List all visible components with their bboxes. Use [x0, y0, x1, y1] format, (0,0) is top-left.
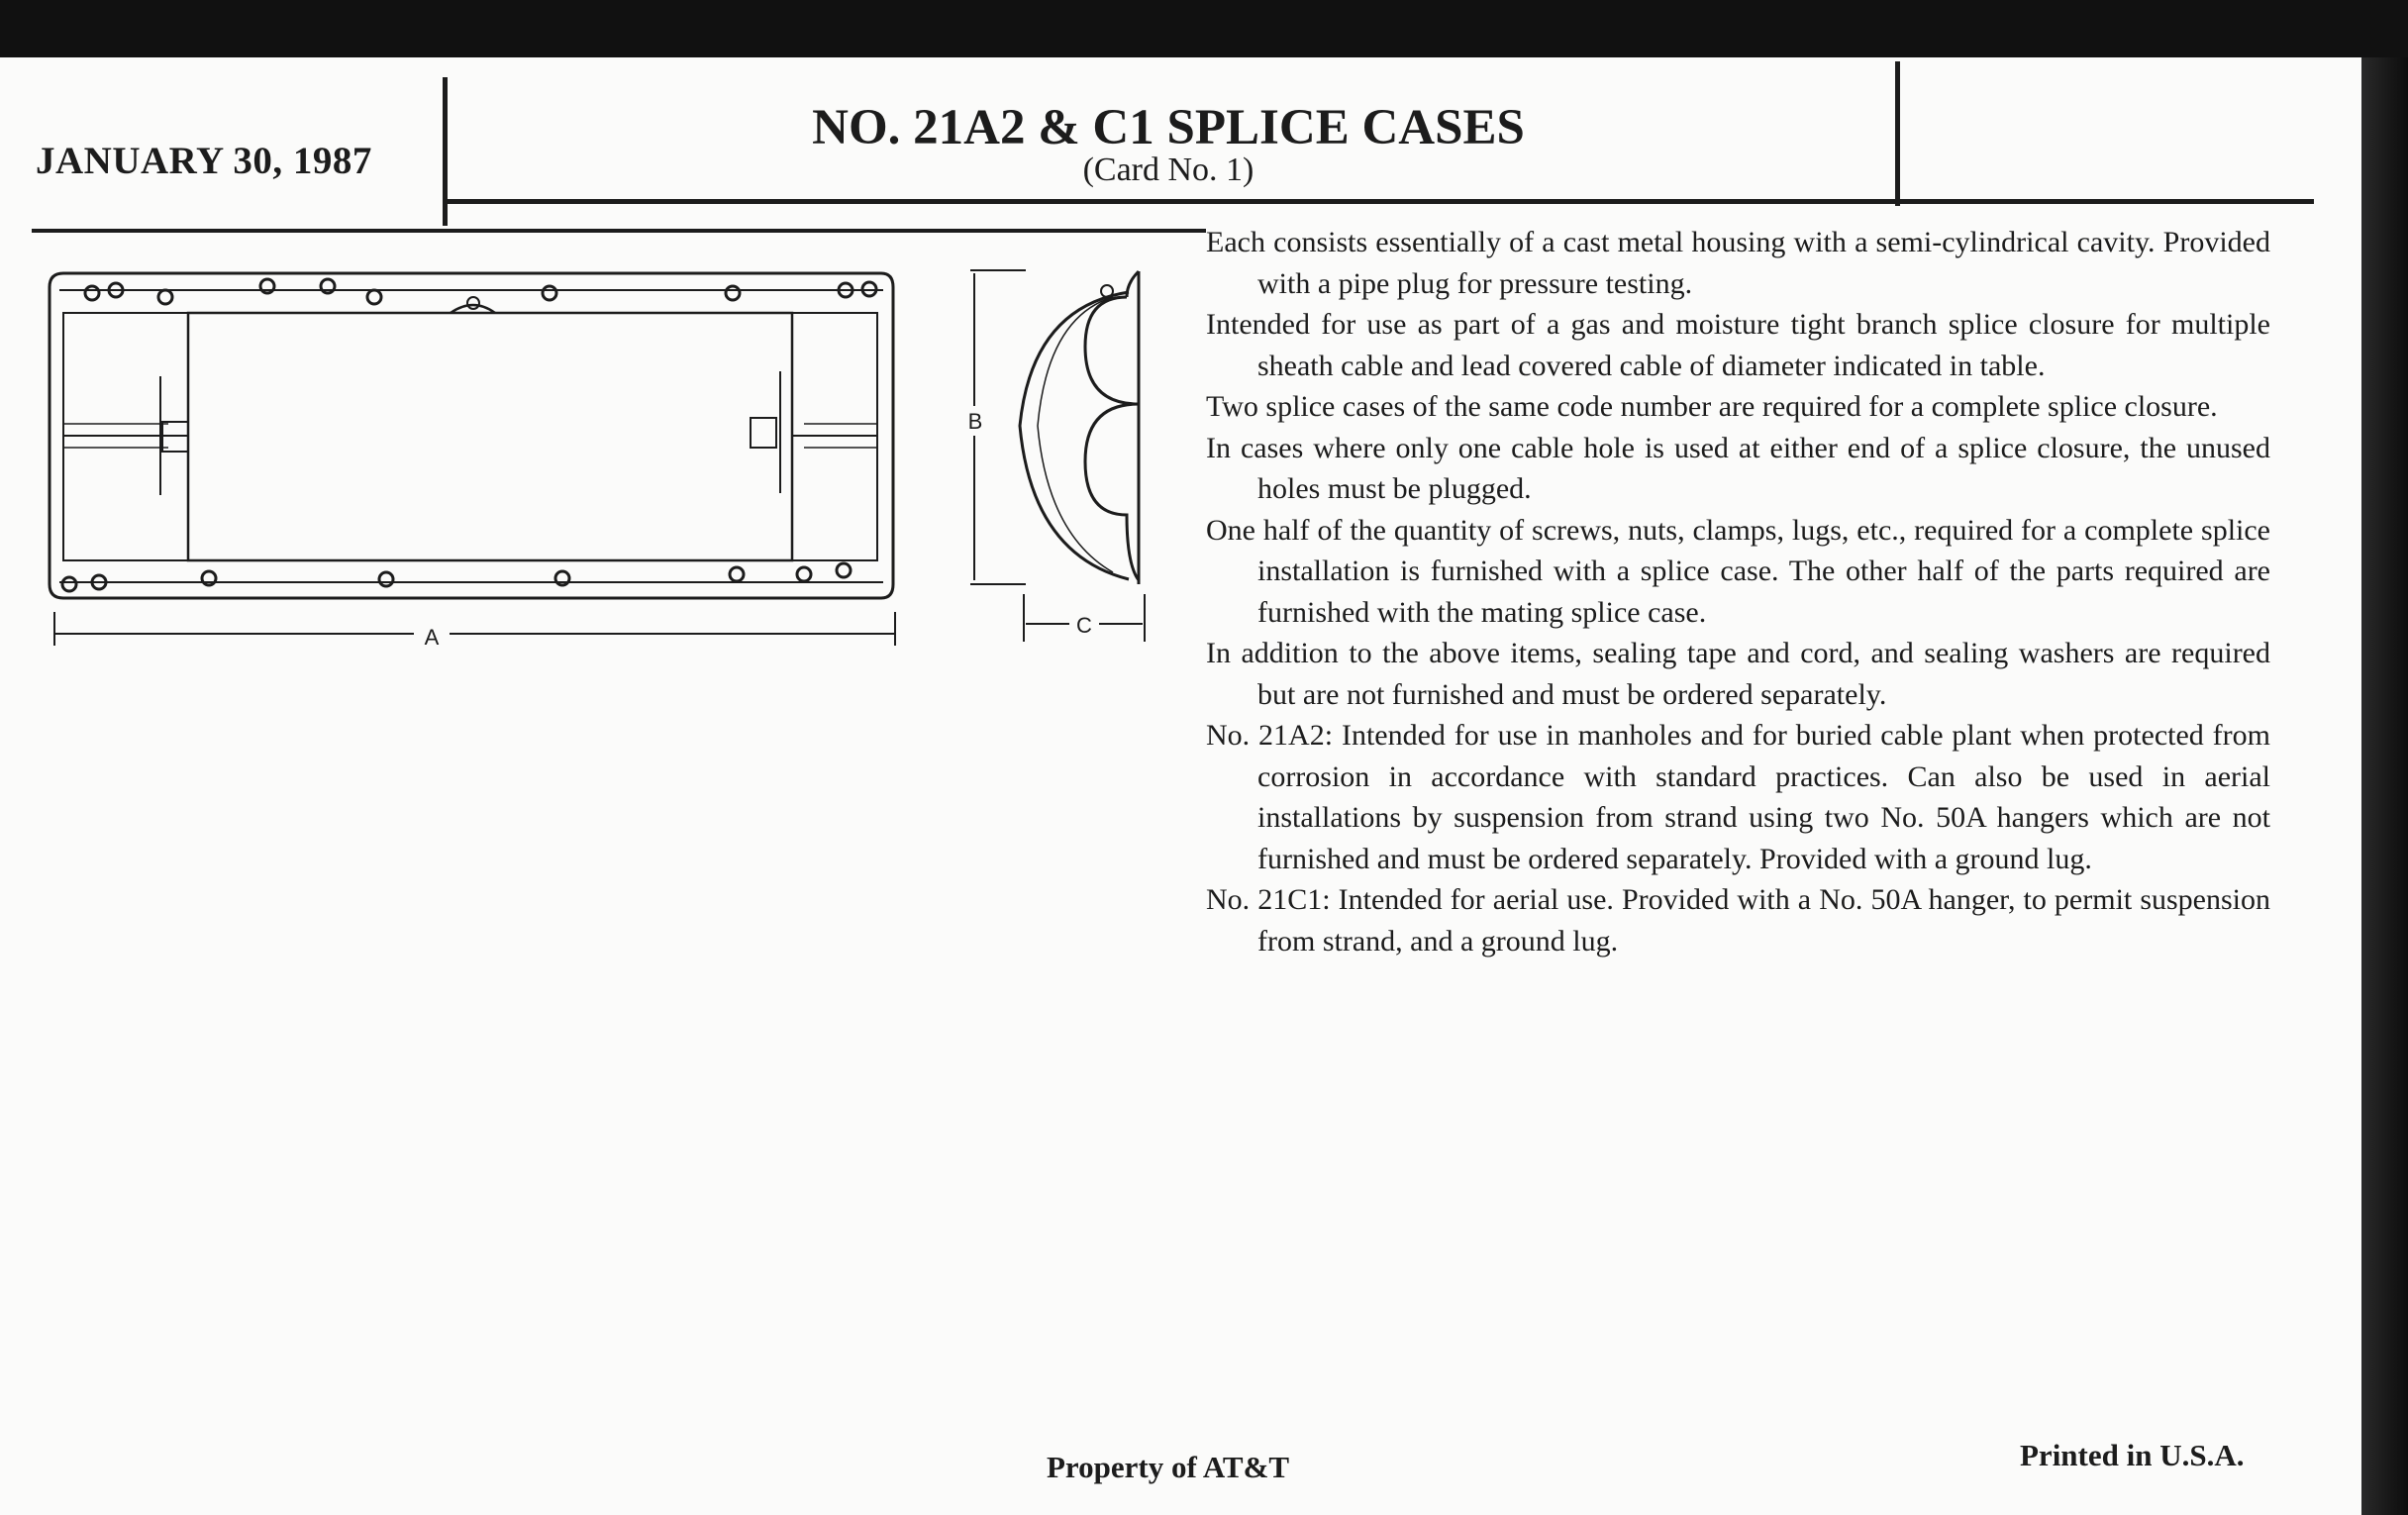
document-subtitle: (Card No. 1): [1082, 152, 1254, 188]
end-view-drawing: [0, 0, 1188, 693]
paragraph: Intended for use as part of a gas and moisture tight branch splice closure for multiple sheath cable and lead covered cable of diameter indicated in table.: [1206, 308, 2270, 382]
dimension-a-label: A: [424, 625, 440, 650]
document-title: NO. 21A2 & C1 SPLICE CASES: [812, 100, 1525, 155]
scan-edge: [2361, 57, 2408, 1515]
document-date: JANUARY 30, 1987: [36, 140, 372, 182]
paragraph: Two splice cases of the same code number are required for a complete splice closure.: [1206, 390, 2218, 423]
paragraph: One half of the quantity of screws, nuts, clamps, lugs, etc., required for a complete splice installation is furnished with a splice case. The other half of the parts required are furnished with the mating splice case.: [1206, 513, 2270, 629]
description-text: [1206, 222, 2270, 961]
header-divider-right: [1895, 61, 1900, 206]
dimension-c-label: C: [1076, 613, 1092, 638]
paragraph: No. 21A2: Intended for use in manholes and for buried cable plant when protected from corrosion in accordance with standard practices. Can also be used in aerial installations by suspension from strand using two No. 50A hangers which are not furnished and must be ordered separately. Provided with a ground lug.: [1206, 719, 2270, 875]
dimension-b-label: B: [967, 409, 983, 434]
footer-owner: Property of AT&T: [1047, 1450, 1290, 1484]
footer-printed: Printed in U.S.A.: [2020, 1438, 2245, 1472]
paragraph: No. 21C1: Intended for aerial use. Provided with a No. 50A hanger, to permit suspension from strand, and a ground lug.: [1206, 883, 2270, 958]
paragraph: In addition to the above items, sealing tape and cord, and sealing washers are required but are not furnished and must be ordered separately.: [1206, 637, 2270, 711]
paragraph: In cases where only one cable hole is used at either end of a splice closure, the unused holes must be plugged.: [1206, 431, 2270, 505]
paragraph: Each consists essentially of a cast metal housing with a semi-cylindrical cavity. Provided with a pipe plug for pressure testing.: [1206, 226, 2270, 300]
